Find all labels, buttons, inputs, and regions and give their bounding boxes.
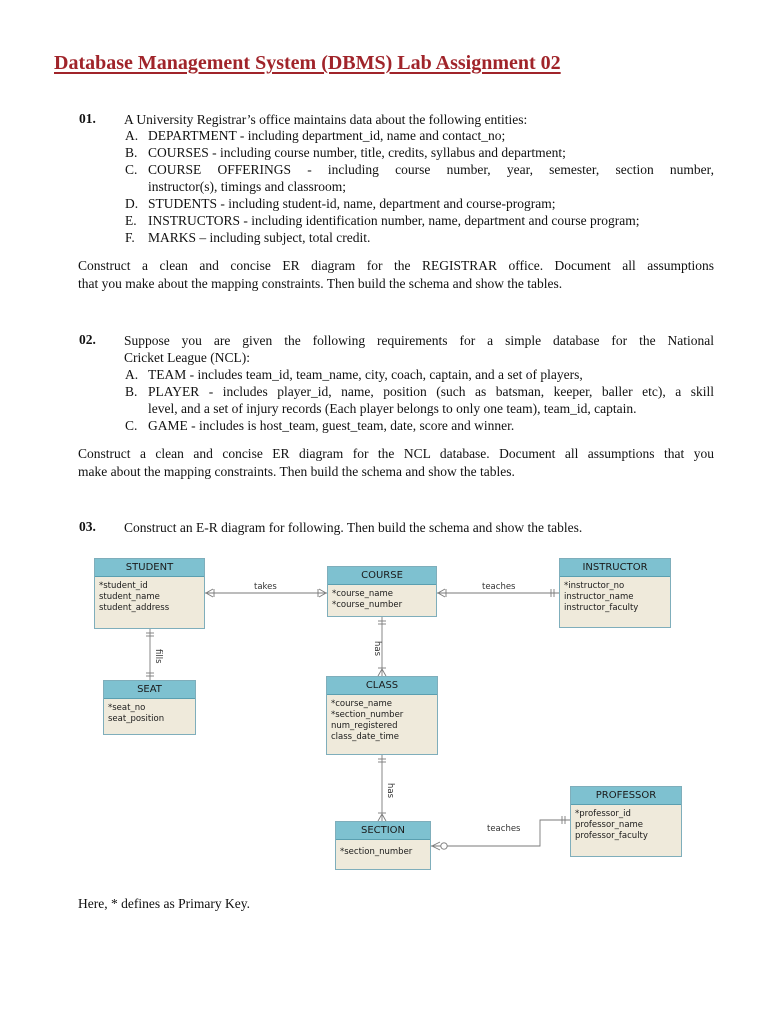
question-2-intro: Suppose you are given the following requirements for a simple database for the National Cricket League (NCL): <box>124 333 714 365</box>
q2-item-b-continuation: level, and a set of injury records (Each player belongs to only one team), team_id, captain. <box>148 401 637 416</box>
question-1-number: 01. <box>79 111 96 126</box>
entity-professor-name: PROFESSOR <box>571 787 681 805</box>
q1-item-b: B. COURSES - including course number, title, credits, syllabus and department; <box>125 145 566 160</box>
q2-item-a: A. TEAM - includes team_id, team_name, city, coach, captain, and a set of players, <box>125 367 583 382</box>
entity-instructor-name: INSTRUCTOR <box>560 559 670 577</box>
q2-item-c: C. GAME - includes is host_team, guest_team, date, score and winner. <box>125 418 515 433</box>
entity-instructor <box>559 558 671 628</box>
fills-label: fills <box>153 649 163 664</box>
q1-item-f: F. MARKS – including subject, total credit. <box>125 230 371 245</box>
entity-attribute: *section_number <box>331 710 404 720</box>
entity-seat <box>103 680 196 735</box>
entity-class-name: CLASS <box>327 677 437 695</box>
entity-attribute: *professor_id <box>575 809 631 819</box>
entity-attribute: *course_name <box>332 589 394 599</box>
entity-attribute: student_address <box>99 603 170 613</box>
entity-student-name: STUDENT <box>95 559 204 577</box>
primary-key-footnote: Here, * defines as Primary Key. <box>78 896 250 911</box>
entity-attribute: *section_number <box>340 847 413 857</box>
q1-item-a: A. DEPARTMENT - including department_id, name and contact_no; <box>125 128 506 143</box>
entity-attribute: *seat_no <box>108 703 146 713</box>
entity-attribute: *course_name <box>331 699 393 709</box>
has-label-course-class: has <box>372 641 382 657</box>
entity-attribute: class_date_time <box>331 732 399 742</box>
entity-attribute: seat_position <box>108 714 165 724</box>
entity-student <box>94 558 205 629</box>
q2-item-b: B. PLAYER - includes player_id, name, position (such as batsman, keeper, baller etc), a skill <box>125 384 714 399</box>
entity-section-name: SECTION <box>336 822 430 840</box>
entity-attribute: professor_name <box>575 820 644 830</box>
q1-item-c-continuation: instructor(s), timings and classroom; <box>148 179 346 194</box>
q1-item-c: C. COURSE OFFERINGS - including course number, year, semester, section number, <box>125 162 714 177</box>
entity-attribute: *instructor_no <box>564 581 625 591</box>
q1-item-e: E. INSTRUCTORS - including identification number, name, department and course program; <box>125 213 640 228</box>
q1-item-d: D. STUDENTS - including student-id, name, department and course-program; <box>125 196 556 211</box>
teaches-label: teaches <box>482 582 516 592</box>
has-label-class-section: has <box>385 783 395 799</box>
question-2-number: 02. <box>79 332 96 347</box>
question-3-number: 03. <box>79 519 96 534</box>
teaches-label-section-professor: teaches <box>487 824 521 834</box>
entity-attribute: professor_faculty <box>575 831 648 841</box>
entity-attribute: *course_number <box>332 600 403 610</box>
entity-course-name: COURSE <box>328 567 436 585</box>
page-title: Database Management System (DBMS) Lab Assignment 02 <box>54 52 561 74</box>
entity-attribute: instructor_name <box>564 592 634 602</box>
entity-course <box>327 566 437 617</box>
entity-attribute: num_registered <box>331 721 398 731</box>
entity-seat-name: SEAT <box>104 681 195 699</box>
entity-attribute: *student_id <box>99 581 148 591</box>
takes-label: takes <box>254 582 277 592</box>
entity-section <box>335 821 431 870</box>
entity-attribute: instructor_faculty <box>564 603 639 613</box>
entity-professor <box>570 786 682 857</box>
question-1-instructions: Construct a clean and concise ER diagram for the REGISTRAR office. Document all assumptions that you make about the mapping constraints. Then build the schema and show the tables. <box>78 258 714 291</box>
question-1-intro: A University Registrar’s office maintains data about the following entities: <box>124 112 528 127</box>
question-2-instructions: Construct a clean and concise ER diagram for the NCL database. Document all assumptions that you make about the mapping constraints. Then build the schema and show the tables. <box>78 446 714 479</box>
entity-class <box>326 676 438 755</box>
question-3-text: Construct an E-R diagram for following. Then build the schema and show the tables. <box>124 520 583 535</box>
entity-attribute: student_name <box>99 592 160 602</box>
